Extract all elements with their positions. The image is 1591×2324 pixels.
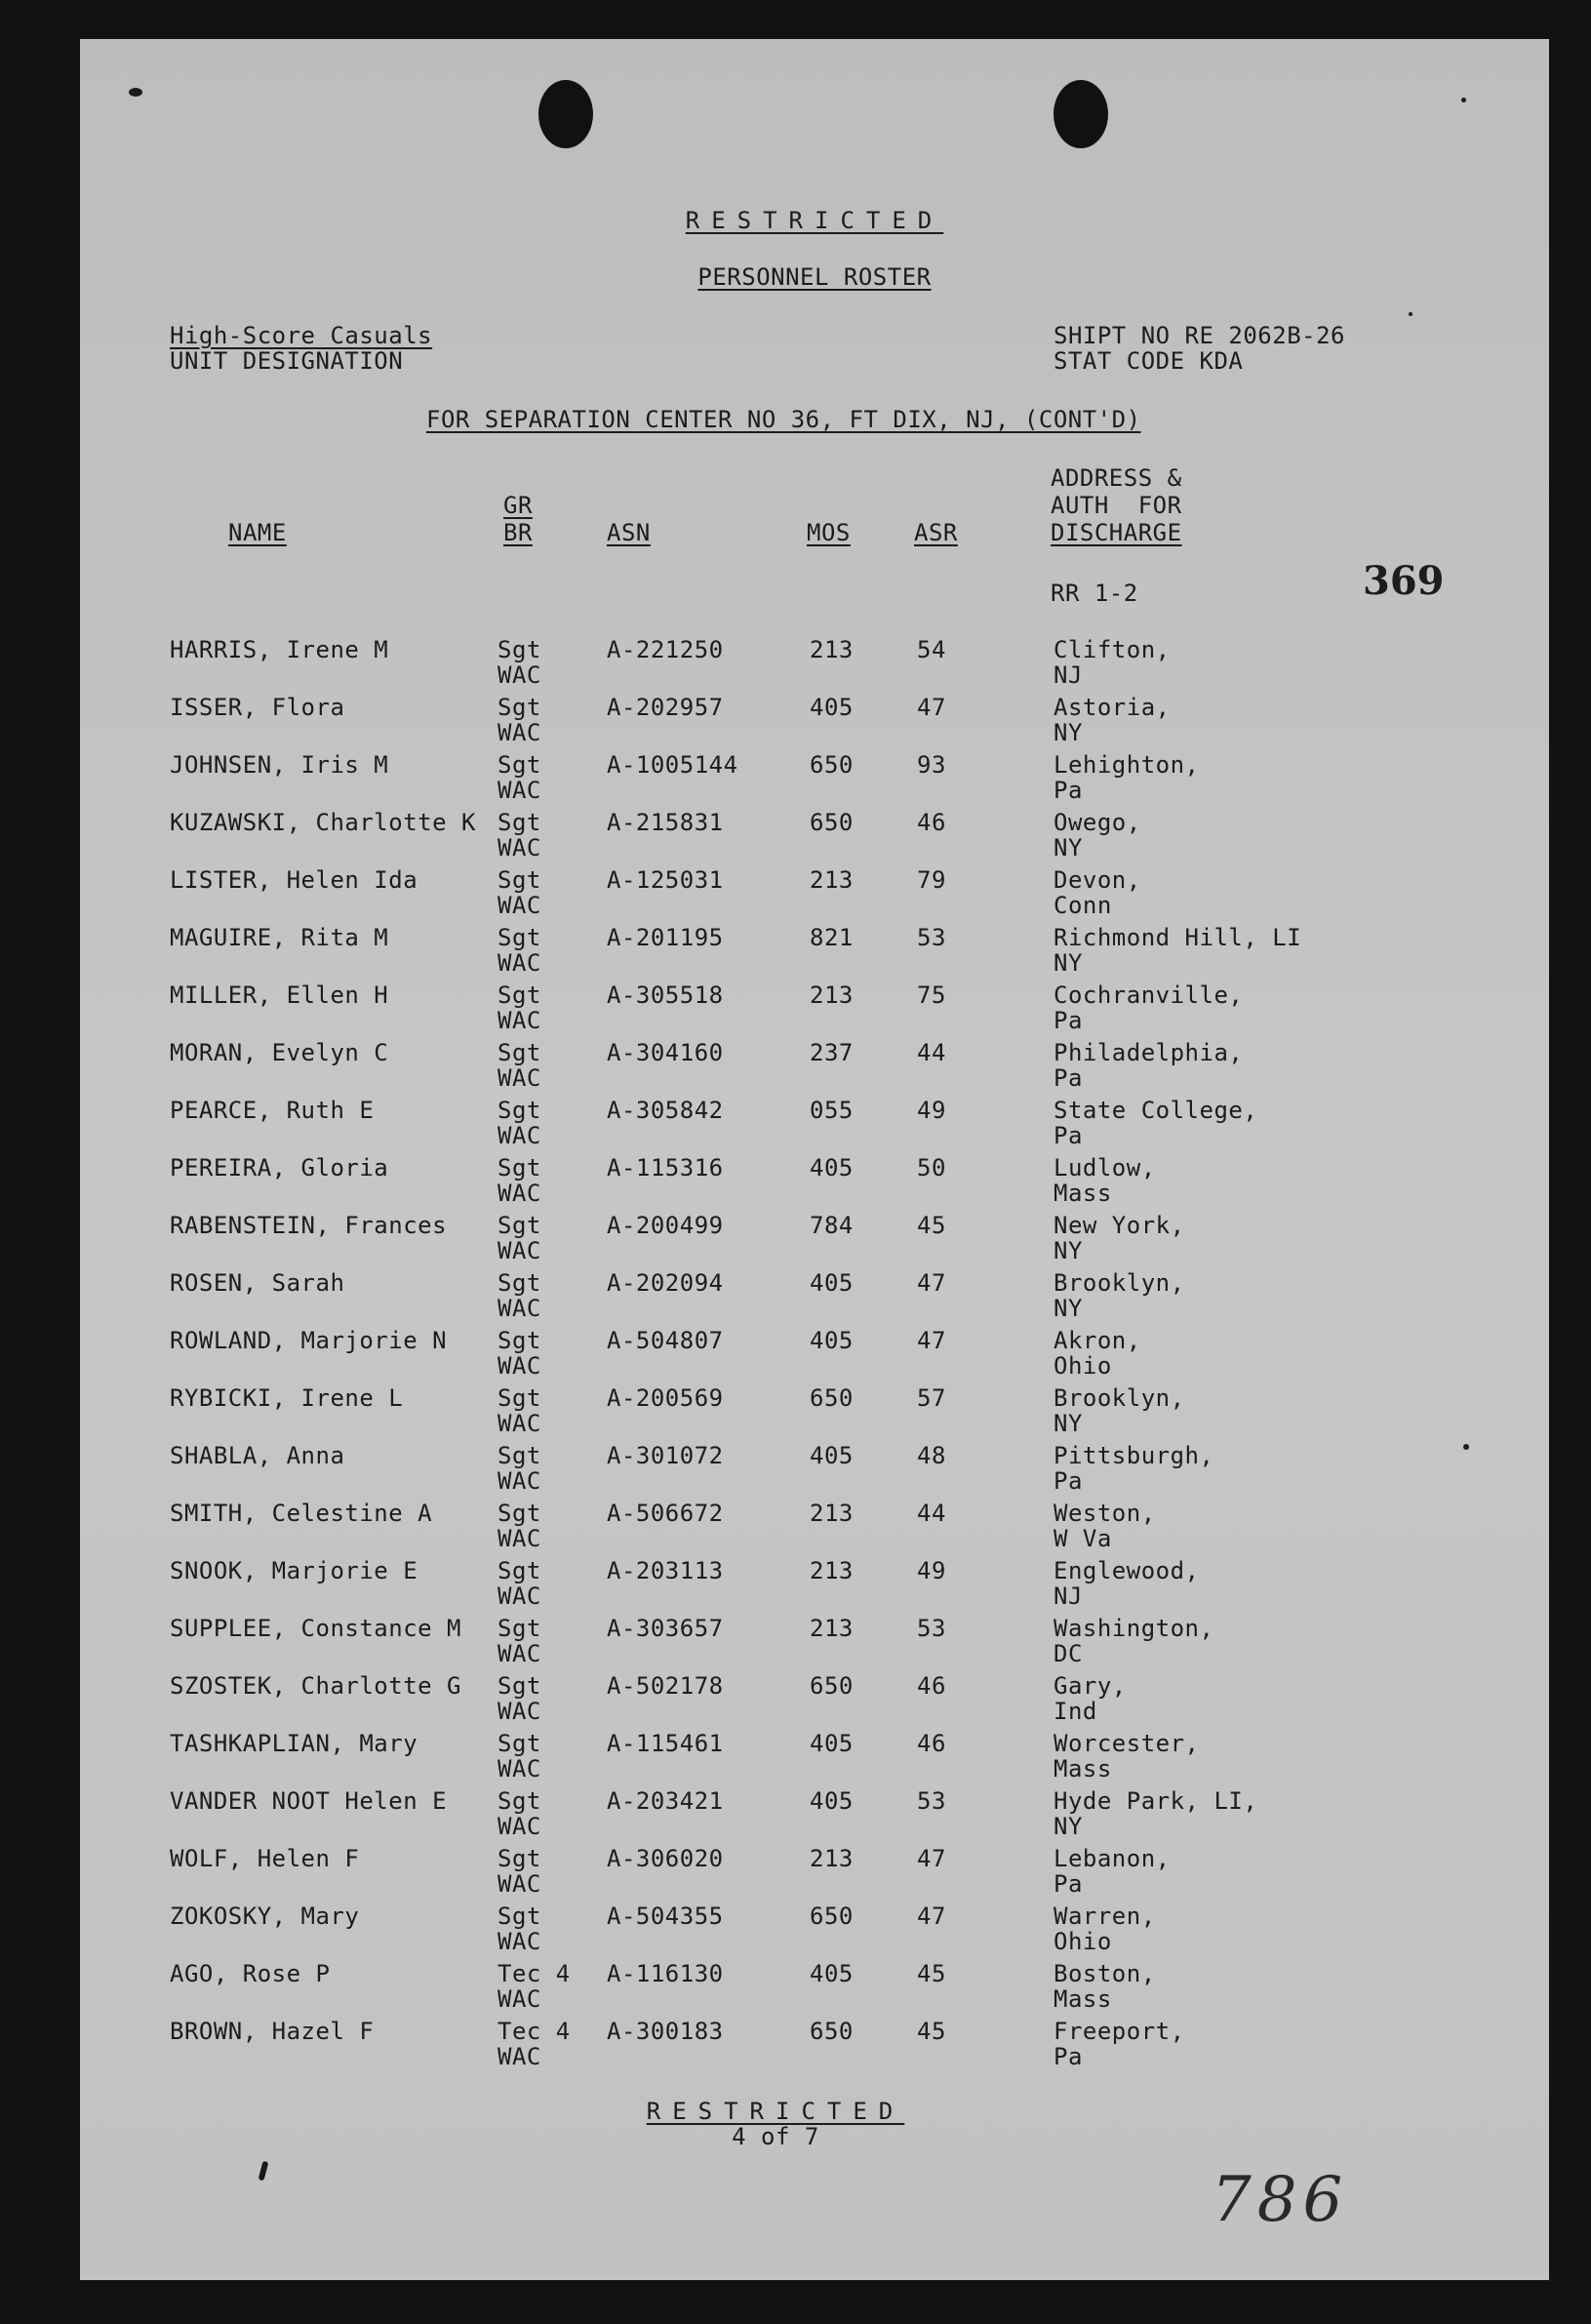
roster-state: Pa (1054, 1467, 1083, 1495)
ink-speck (1461, 98, 1466, 102)
roster-name: ROWLAND, Marjorie N (170, 1327, 448, 1354)
roster-asr: 54 (917, 636, 946, 663)
roster-city: Cochranville, (1054, 982, 1244, 1009)
roster-asr: 45 (917, 1212, 946, 1239)
roster-branch: WAC (497, 1122, 541, 1149)
roster-grade: Sgt (497, 1615, 541, 1642)
roster-mos: 650 (810, 809, 854, 836)
roster-city: Pittsburgh, (1054, 1442, 1214, 1469)
roster-row (80, 1845, 1549, 1902)
roster-name: SZOSTEK, Charlotte G (170, 1672, 461, 1700)
roster-row (80, 1327, 1549, 1383)
roster-asn: A-203421 (607, 1787, 724, 1815)
roster-asr: 47 (917, 1845, 946, 1872)
roster-mos: 650 (810, 1384, 854, 1412)
roster-city: Hyde Park, LI, (1054, 1787, 1258, 1815)
roster-asr: 47 (917, 1269, 946, 1297)
roster-asn: A-200499 (607, 1212, 724, 1239)
roster-asr: 44 (917, 1039, 946, 1066)
roster-state: NY (1054, 1237, 1083, 1264)
roster-name: MILLER, Ellen H (170, 982, 389, 1009)
roster-row (80, 1384, 1549, 1441)
roster-grade: Sgt (497, 1500, 541, 1527)
roster-branch: WAC (497, 661, 541, 689)
roster-branch: WAC (497, 1928, 541, 1955)
roster-grade: Sgt (497, 1039, 541, 1066)
unit-name: High-Score Casuals (170, 322, 433, 349)
document-title: PERSONNEL ROSTER (697, 263, 932, 291)
roster-state: Pa (1054, 1870, 1083, 1898)
roster-city: Astoria, (1054, 694, 1171, 721)
roster-name: WOLF, Helen F (170, 1845, 360, 1872)
roster-state: W Va (1054, 1525, 1112, 1552)
roster-asn: A-201195 (607, 924, 724, 951)
roster-branch: WAC (497, 1064, 541, 1092)
unit-designation-label: UNIT DESIGNATION (170, 347, 404, 375)
roster-asr: 46 (917, 1672, 946, 1700)
roster-mos: 650 (810, 2018, 854, 2045)
destination-line: FOR SEPARATION CENTER NO 36, FT DIX, NJ, (CONT'D) (426, 406, 1141, 433)
roster-asn: A-215831 (607, 809, 724, 836)
roster-branch: WAC (497, 834, 541, 861)
roster-name: HARRIS, Irene M (170, 636, 389, 663)
roster-row (80, 694, 1549, 750)
roster-grade: Sgt (497, 1730, 541, 1757)
roster-asn: A-303657 (607, 1615, 724, 1642)
column-header-address-3: DISCHARGE (1051, 519, 1182, 546)
roster-branch: WAC (497, 949, 541, 977)
roster-row (80, 2018, 1549, 2074)
roster-mos: 055 (810, 1097, 854, 1124)
stamped-number: 369 (1363, 558, 1445, 604)
roster-asn: A-116130 (607, 1960, 724, 1987)
roster-name: TASHKAPLIAN, Mary (170, 1730, 418, 1757)
roster-branch: WAC (497, 2043, 541, 2070)
roster-grade: Sgt (497, 866, 541, 894)
roster-asn: A-221250 (607, 636, 724, 663)
roster-asr: 45 (917, 1960, 946, 1987)
roster-name: SUPPLEE, Constance M (170, 1615, 461, 1642)
roster-row (80, 1500, 1549, 1556)
roster-state: Mass (1054, 1985, 1112, 2013)
column-header-grade: GR (503, 492, 533, 519)
roster-city: Brooklyn, (1054, 1269, 1185, 1297)
roster-branch: WAC (497, 1985, 541, 2013)
roster-grade: Sgt (497, 1903, 541, 1930)
roster-row (80, 751, 1549, 808)
roster-row (80, 1787, 1549, 1844)
roster-state: Conn (1054, 892, 1112, 919)
roster-grade: Sgt (497, 751, 541, 779)
roster-row (80, 1557, 1549, 1614)
roster-row (80, 1212, 1549, 1268)
roster-city: Akron, (1054, 1327, 1141, 1354)
roster-name: JOHNSEN, Iris M (170, 751, 389, 779)
roster-name: MAGUIRE, Rita M (170, 924, 389, 951)
roster-branch: WAC (497, 1007, 541, 1034)
roster-asn: A-504807 (607, 1327, 724, 1354)
roster-state: Ohio (1054, 1352, 1112, 1380)
roster-state: NY (1054, 1295, 1083, 1322)
roster-row (80, 1960, 1549, 2017)
roster-city: Lehighton, (1054, 751, 1200, 779)
roster-row (80, 636, 1549, 693)
roster-asn: A-200569 (607, 1384, 724, 1412)
roster-asr: 49 (917, 1097, 946, 1124)
column-header-address-1: ADDRESS & (1051, 464, 1182, 492)
roster-city: Worcester, (1054, 1730, 1200, 1757)
classification-footer: RESTRICTED (646, 2098, 905, 2125)
roster-grade: Sgt (497, 1787, 541, 1815)
stat-code: STAT CODE KDA (1054, 347, 1244, 375)
roster-asr: 46 (917, 809, 946, 836)
roster-mos: 213 (810, 1845, 854, 1872)
roster-mos: 650 (810, 751, 854, 779)
roster-mos: 405 (810, 1960, 854, 1987)
document-page (80, 39, 1549, 2280)
roster-asn: A-506672 (607, 1500, 724, 1527)
roster-asr: 93 (917, 751, 946, 779)
roster-name: VANDER NOOT Helen E (170, 1787, 448, 1815)
roster-state: NY (1054, 1813, 1083, 1840)
roster-name: ZOKOSKY, Mary (170, 1903, 360, 1930)
roster-asn: A-300183 (607, 2018, 724, 2045)
roster-asr: 48 (917, 1442, 946, 1469)
roster-mos: 821 (810, 924, 854, 951)
roster-mos: 213 (810, 636, 854, 663)
punch-hole (538, 80, 593, 148)
roster-asn: A-115461 (607, 1730, 724, 1757)
roster-mos: 405 (810, 1442, 854, 1469)
roster-branch: WAC (497, 777, 541, 804)
roster-row (80, 1442, 1549, 1499)
roster-name: ISSER, Flora (170, 694, 345, 721)
roster-name: SHABLA, Anna (170, 1442, 345, 1469)
roster-grade: Sgt (497, 636, 541, 663)
classification-header: RESTRICTED (685, 207, 944, 234)
roster-branch: WAC (497, 1525, 541, 1552)
roster-mos: 405 (810, 1730, 854, 1757)
roster-state: NJ (1054, 1583, 1083, 1610)
ink-speck (1409, 312, 1412, 316)
roster-city: Brooklyn, (1054, 1384, 1185, 1412)
roster-city: State College, (1054, 1097, 1258, 1124)
roster-asr: 47 (917, 694, 946, 721)
roster-asr: 53 (917, 924, 946, 951)
roster-city: Philadelphia, (1054, 1039, 1244, 1066)
roster-state: DC (1054, 1640, 1083, 1667)
column-header-mos: MOS (807, 519, 851, 546)
page-number: 4 of 7 (732, 2123, 819, 2150)
roster-branch: WAC (497, 1698, 541, 1725)
roster-name: MORAN, Evelyn C (170, 1039, 389, 1066)
roster-state: Pa (1054, 1122, 1083, 1149)
roster-asn: A-202094 (607, 1269, 724, 1297)
roster-city: Gary, (1054, 1672, 1127, 1700)
roster-asr: 47 (917, 1903, 946, 1930)
roster-asn: A-502178 (607, 1672, 724, 1700)
roster-branch: WAC (497, 892, 541, 919)
roster-row (80, 982, 1549, 1038)
roster-branch: WAC (497, 1410, 541, 1437)
roster-row (80, 866, 1549, 923)
roster-asr: 57 (917, 1384, 946, 1412)
roster-grade: Sgt (497, 1212, 541, 1239)
roster-grade: Tec 4 (497, 1960, 571, 1987)
roster-state: Ohio (1054, 1928, 1112, 1955)
roster-state: Pa (1054, 1064, 1083, 1092)
roster-name: KUZAWSKI, Charlotte K (170, 809, 476, 836)
roster-city: Clifton, (1054, 636, 1171, 663)
roster-name: BROWN, Hazel F (170, 2018, 375, 2045)
roster-mos: 650 (810, 1672, 854, 1700)
ink-mark (259, 2161, 269, 2182)
roster-mos: 405 (810, 1154, 854, 1182)
roster-city: Englewood, (1054, 1557, 1200, 1584)
roster-row (80, 1672, 1549, 1729)
roster-grade: Sgt (497, 1097, 541, 1124)
roster-state: NY (1054, 1410, 1083, 1437)
roster-asn: A-115316 (607, 1154, 724, 1182)
roster-grade: Sgt (497, 1154, 541, 1182)
roster-city: Warren, (1054, 1903, 1156, 1930)
roster-name: RYBICKI, Irene L (170, 1384, 404, 1412)
roster-row (80, 1269, 1549, 1326)
roster-name: SMITH, Celestine A (170, 1500, 433, 1527)
roster-asr: 46 (917, 1730, 946, 1757)
roster-grade: Tec 4 (497, 2018, 571, 2045)
authority-reference: RR 1-2 (1051, 580, 1138, 607)
roster-branch: WAC (497, 1467, 541, 1495)
roster-city: Weston, (1054, 1500, 1156, 1527)
roster-state: Mass (1054, 1180, 1112, 1207)
roster-grade: Sgt (497, 1845, 541, 1872)
handwritten-number: 786 (1212, 2164, 1349, 2236)
roster-mos: 213 (810, 866, 854, 894)
roster-grade: Sgt (497, 1384, 541, 1412)
roster-city: Lebanon, (1054, 1845, 1171, 1872)
roster-mos: 213 (810, 1500, 854, 1527)
roster-city: Ludlow, (1054, 1154, 1156, 1182)
roster-grade: Sgt (497, 1269, 541, 1297)
roster-state: Pa (1054, 1007, 1083, 1034)
roster-branch: WAC (497, 1813, 541, 1840)
roster-state: Pa (1054, 777, 1083, 804)
roster-asn: A-1005144 (607, 751, 738, 779)
shipment-number: SHIPT NO RE 2062B-26 (1054, 322, 1345, 349)
roster-asr: 44 (917, 1500, 946, 1527)
roster-asr: 49 (917, 1557, 946, 1584)
roster-state: NY (1054, 719, 1083, 746)
ink-speck (129, 88, 142, 97)
roster-asr: 45 (917, 2018, 946, 2045)
roster-row (80, 924, 1549, 981)
roster-state: Ind (1054, 1698, 1097, 1725)
roster-grade: Sgt (497, 694, 541, 721)
roster-grade: Sgt (497, 1327, 541, 1354)
roster-name: SNOOK, Marjorie E (170, 1557, 418, 1584)
roster-mos: 213 (810, 1557, 854, 1584)
roster-asn: A-305518 (607, 982, 724, 1009)
roster-row (80, 1730, 1549, 1786)
roster-asn: A-504355 (607, 1903, 724, 1930)
roster-asn: A-304160 (607, 1039, 724, 1066)
roster-name: ROSEN, Sarah (170, 1269, 345, 1297)
roster-grade: Sgt (497, 1557, 541, 1584)
roster-asn: A-305842 (607, 1097, 724, 1124)
roster-mos: 650 (810, 1903, 854, 1930)
roster-state: Pa (1054, 2043, 1083, 2070)
roster-asr: 53 (917, 1615, 946, 1642)
roster-mos: 213 (810, 982, 854, 1009)
roster-grade: Sgt (497, 924, 541, 951)
roster-mos: 784 (810, 1212, 854, 1239)
roster-mos: 405 (810, 1269, 854, 1297)
punch-hole (1054, 80, 1108, 148)
roster-city: Richmond Hill, LI (1054, 924, 1302, 951)
roster-branch: WAC (497, 1237, 541, 1264)
roster-branch: WAC (497, 1870, 541, 1898)
roster-name: LISTER, Helen Ida (170, 866, 418, 894)
roster-name: PEREIRA, Gloria (170, 1154, 389, 1182)
roster-branch: WAC (497, 1640, 541, 1667)
column-header-branch: BR (503, 519, 533, 546)
roster-row (80, 1154, 1549, 1211)
roster-grade: Sgt (497, 982, 541, 1009)
roster-asr: 47 (917, 1327, 946, 1354)
roster-city: Freeport, (1054, 2018, 1185, 2045)
roster-branch: WAC (497, 1180, 541, 1207)
roster-asn: A-301072 (607, 1442, 724, 1469)
roster-asr: 50 (917, 1154, 946, 1182)
roster-name: PEARCE, Ruth E (170, 1097, 375, 1124)
roster-row (80, 1903, 1549, 1959)
roster-city: Owego, (1054, 809, 1141, 836)
roster-mos: 405 (810, 694, 854, 721)
roster-state: NJ (1054, 661, 1083, 689)
roster-grade: Sgt (497, 809, 541, 836)
roster-mos: 213 (810, 1615, 854, 1642)
roster-city: New York, (1054, 1212, 1185, 1239)
roster-city: Boston, (1054, 1960, 1156, 1987)
roster-city: Washington, (1054, 1615, 1214, 1642)
column-header-asr: ASR (914, 519, 958, 546)
roster-branch: WAC (497, 1583, 541, 1610)
roster-branch: WAC (497, 719, 541, 746)
roster-asn: A-306020 (607, 1845, 724, 1872)
roster-grade: Sgt (497, 1672, 541, 1700)
roster-row (80, 1615, 1549, 1671)
column-header-name: NAME (228, 519, 287, 546)
roster-city: Devon, (1054, 866, 1141, 894)
roster-asr: 53 (917, 1787, 946, 1815)
roster-row (80, 1097, 1549, 1153)
roster-branch: WAC (497, 1352, 541, 1380)
roster-mos: 237 (810, 1039, 854, 1066)
roster-branch: WAC (497, 1295, 541, 1322)
roster-name: RABENSTEIN, Frances (170, 1212, 448, 1239)
roster-mos: 405 (810, 1787, 854, 1815)
roster-asr: 79 (917, 866, 946, 894)
roster-asn: A-203113 (607, 1557, 724, 1584)
roster-asr: 75 (917, 982, 946, 1009)
roster-grade: Sgt (497, 1442, 541, 1469)
column-header-asn: ASN (607, 519, 651, 546)
roster-state: NY (1054, 834, 1083, 861)
roster-name: AGO, Rose P (170, 1960, 331, 1987)
roster-row (80, 1039, 1549, 1096)
column-header-address-2: AUTH FOR (1051, 492, 1182, 519)
roster-branch: WAC (497, 1755, 541, 1783)
roster-mos: 405 (810, 1327, 854, 1354)
roster-state: NY (1054, 949, 1083, 977)
roster-asn: A-202957 (607, 694, 724, 721)
roster-state: Mass (1054, 1755, 1112, 1783)
roster-asn: A-125031 (607, 866, 724, 894)
roster-row (80, 809, 1549, 865)
